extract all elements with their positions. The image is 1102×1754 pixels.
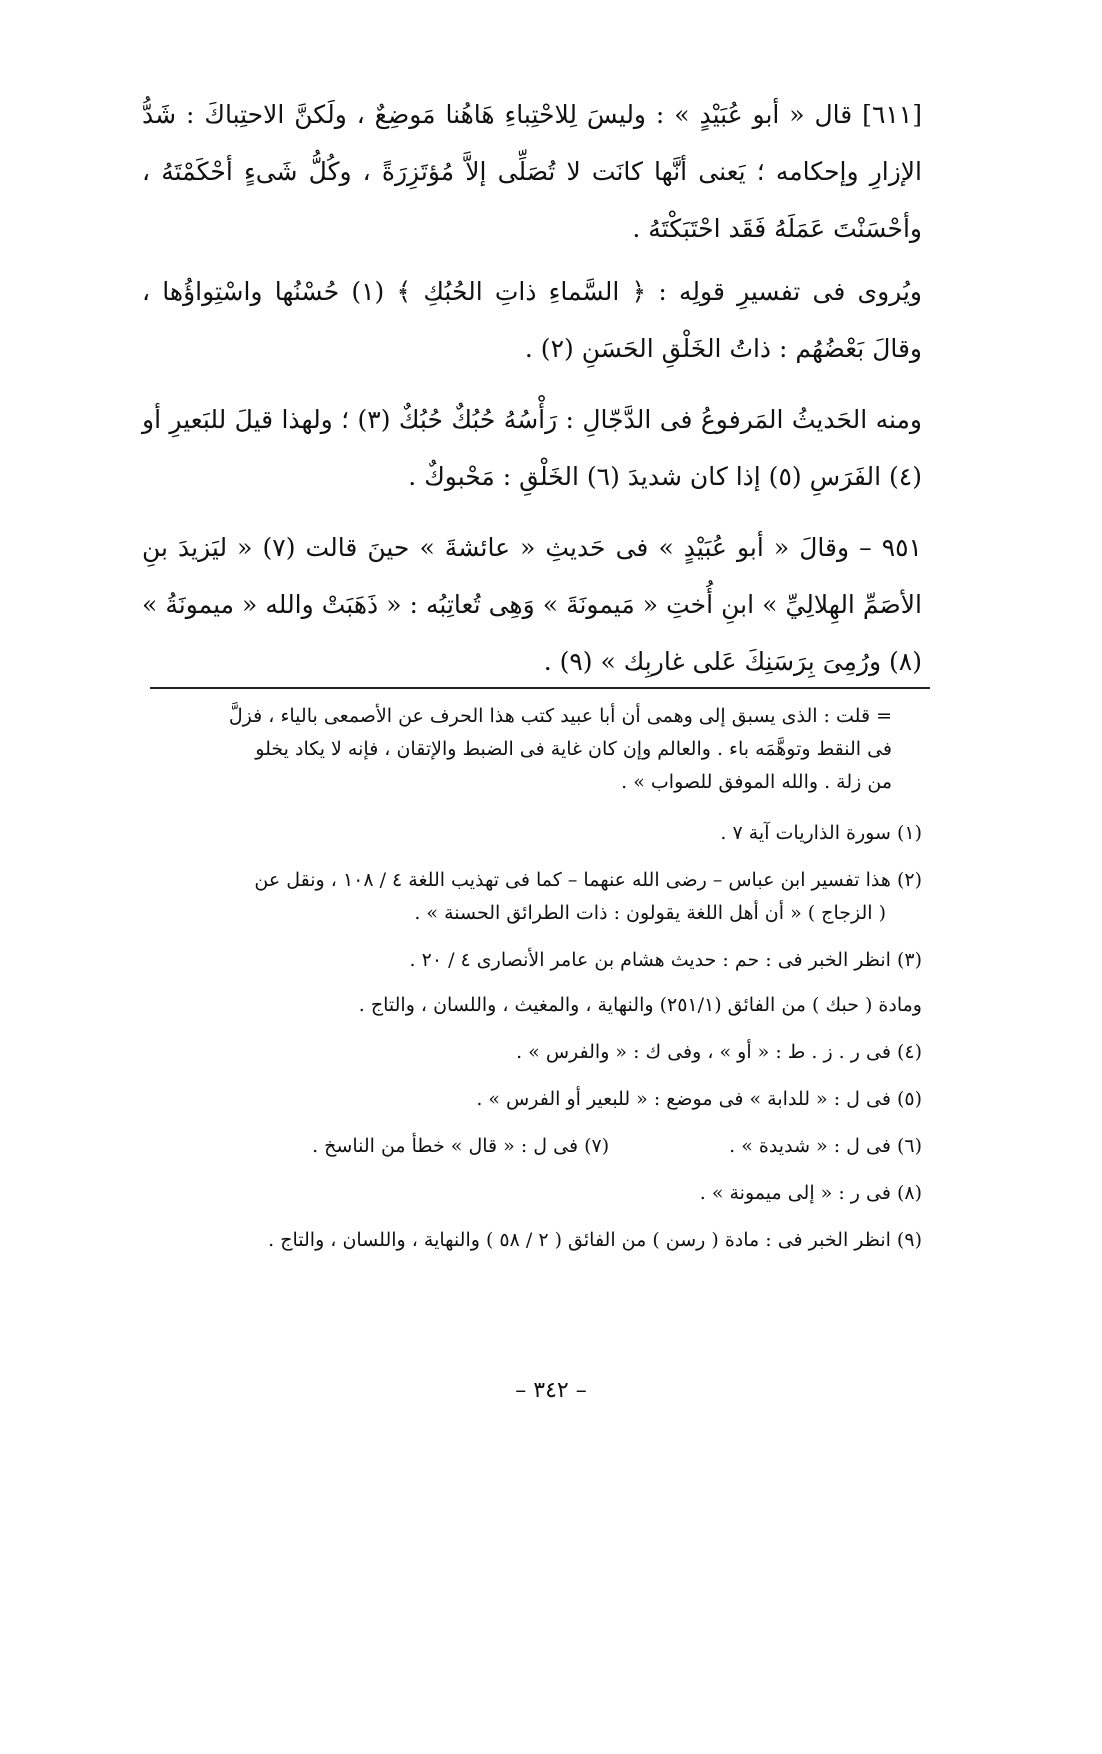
paragraph-hubuk-tafsir: ويُروى فى تفسيرِ قولِه : ﴿ السَّماءِ ذاتِ الحُبُكِ ﴾ (١) حُسْنُها واسْتِواؤُها ، وقالَ بَعْضُهُم : ذاتُ الخَلْقِ الحَسَنِ (٢) . xyxy=(142,277,922,363)
footnote-2-line-2: ( الزجاج ) « أن أهل اللغة يقولون : ذات الطرائق الحسنة » . xyxy=(414,902,886,924)
paragraph-611: [٦١١] قال « أبو عُبَيْدٍ » : وليسَ لِلاحْتِباءِ هَاهُنا مَوضِعٌ ، ولَكنَّ الاحتِباكَ : شَدُّ الإزارِ وإحكامه ؛ يَعنى أنَّها كانَت لا تُصَلِّى إلاَّ مُؤتَزِرَةً ، وكُلُّ شَىءٍ أحْكَمْتَهُ ، وأحْسَنْتَ عَمَلَهُ فَقَد احْتَبَكْتَهُ . xyxy=(142,100,922,243)
footnote-continuation-line: من زلة . والله الموفق للصواب » . xyxy=(621,771,892,793)
footnote-6-7-row xyxy=(142,1130,922,1163)
footnote-6: (٦) فى ل : « شديدة » . xyxy=(729,1135,922,1157)
footnote-4: (٤) فى ر . ز . ط : « أو » ، وفى ك : « والفرس » . xyxy=(516,1041,922,1063)
paragraph-dajjal-hadith: ومنه الحَديثُ المَرفوعُ فى الدَّجّالِ : رَأْسُهُ حُبُكٌ حُبُكٌ (٣) ؛ ولهذا قيلَ للبَعيرِ أو (٤) الفَرَسِ (٥) إذا كان شديدَ (٦) الخَلْقِ : مَحْبوكٌ . xyxy=(142,405,923,491)
footnote-9: (٩) انظر الخبر فى : مادة ( رسن ) من الفائق ( ٢ / ٥٨ ) والنهاية ، واللسان ، والتاج . xyxy=(268,1229,922,1251)
footnote-continuation-line: فى النقط وتوهَّمَه باء . والعالم وإن كان غاية فى الضبط والإتقان ، فإنه لا يكاد يخلو xyxy=(255,738,892,760)
paragraph-951: ٩٥١ – وقالَ « أبو عُبَيْدٍ » فى حَديثِ « عائشةَ » حينَ قالت (٧) « ليَزيدَ بنِ الأصَمِّ الهِلالِيِّ » ابنِ أُختِ « مَيمونَةَ » وَهِى تُعاتِبُه : « ذَهَبَتْ والله « ميمونَةُ » (٨) ورُمِىَ بِرَسَنِكَ عَلى غاربِك » (٩) . xyxy=(142,533,922,676)
footnote-5: (٥) فى ل : « للدابة » فى موضع : « للبعير أو الفرس » . xyxy=(476,1088,922,1110)
footnote-2-line-1: (٢) هذا تفسير ابن عباس – رضى الله عنهما – كما فى تهذيب اللغة ٤ / ١٠٨ ، ونقل عن xyxy=(254,869,922,891)
footnote-3 xyxy=(142,944,922,1022)
footnote-1: (١) سورة الذاريات آية ٧ . xyxy=(720,822,922,844)
footnote-7: (٧) فى ل : « قال » خطأ من الناسخ . xyxy=(312,1135,610,1157)
footnotes xyxy=(142,700,922,1271)
footnote-2 xyxy=(142,864,922,930)
page-number: – ٣٤٢ – xyxy=(515,1378,587,1403)
footnote-3-line-2: ومادة ( حبك ) من الفائق (٢٥١/١) والنهاية ، والمغيث ، واللسان ، والتاج . xyxy=(358,994,922,1016)
footnote-continuation-line: = قلت : الذى يسبق إلى وهمى أن أبا عبيد كتب هذا الحرف عن الأصمعى بالياء ، فزلَّ xyxy=(228,705,892,727)
footnote-separator xyxy=(150,687,930,689)
footnote-continuation xyxy=(142,700,922,799)
footnote-3-line-1: (٣) انظر الخبر فى : حم : حديث هشام بن عامر الأنصارى ٤ / ٢٠ . xyxy=(409,949,922,971)
main-text xyxy=(142,86,922,704)
footnote-8: (٨) فى ر : « إلى ميمونة » . xyxy=(699,1182,922,1204)
